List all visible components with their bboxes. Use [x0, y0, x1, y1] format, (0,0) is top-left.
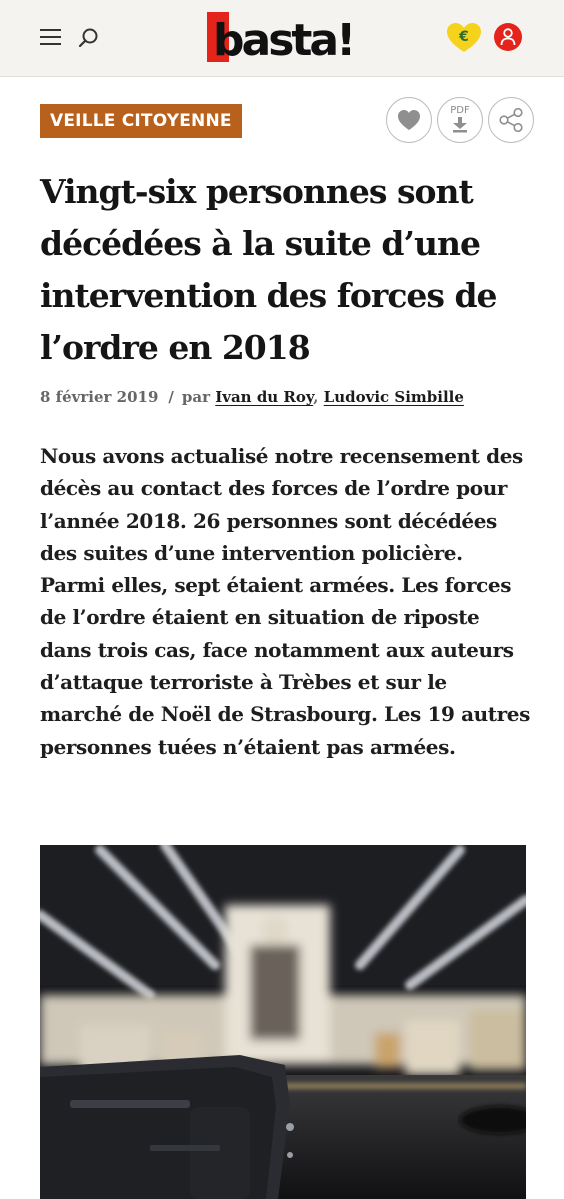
download-icon: [451, 117, 469, 133]
share-button[interactable]: [488, 97, 534, 143]
article-photo: [40, 845, 526, 1199]
logo-text: basta!: [213, 15, 354, 66]
author-link[interactable]: Ludovic Simbille: [323, 388, 464, 406]
like-button[interactable]: [386, 97, 432, 143]
top-bar: [0, 0, 564, 77]
heart-icon: [397, 109, 421, 131]
user-icon[interactable]: [494, 23, 522, 51]
search-icon[interactable]: [78, 27, 100, 49]
article-title: Vingt-six personnes sont décédées à la suite d’une intervention des forces de l’ordre en 2018: [40, 172, 497, 367]
menu-icon[interactable]: [40, 28, 62, 46]
byline-prefix: par: [181, 388, 210, 406]
article-meta: [40, 388, 540, 406]
svg-text:€: €: [459, 29, 469, 45]
publication-date: 8 février 2019: [40, 388, 159, 406]
share-icon: [498, 108, 524, 132]
category-tag[interactable]: VEILLE CITOYENNE: [40, 104, 242, 138]
euro-heart-icon[interactable]: [446, 22, 482, 54]
article-lead: Nous avons actualisé notre recensement des décès au contact des forces de l’ordre pour l’année 2018. 26 personnes sont décédées des suites d’une intervention policière. Parmi elles, sept étaient armées. Les forces de l’ordre étaient en situation de riposte dans trois cas, face notamment aux auteurs d’attaque terroriste à Trèbes et sur le marché de Noël de Strasbourg. Les 19 autres personnes tuées n’étaient pas armées.: [40, 444, 530, 759]
pdf-label: PDF: [450, 105, 470, 116]
pdf-button[interactable]: [437, 97, 483, 143]
meta-separator: /: [168, 388, 174, 406]
author-joiner: ,: [313, 388, 319, 406]
site-logo[interactable]: [207, 12, 353, 64]
author-link[interactable]: Ivan du Roy: [215, 388, 314, 406]
